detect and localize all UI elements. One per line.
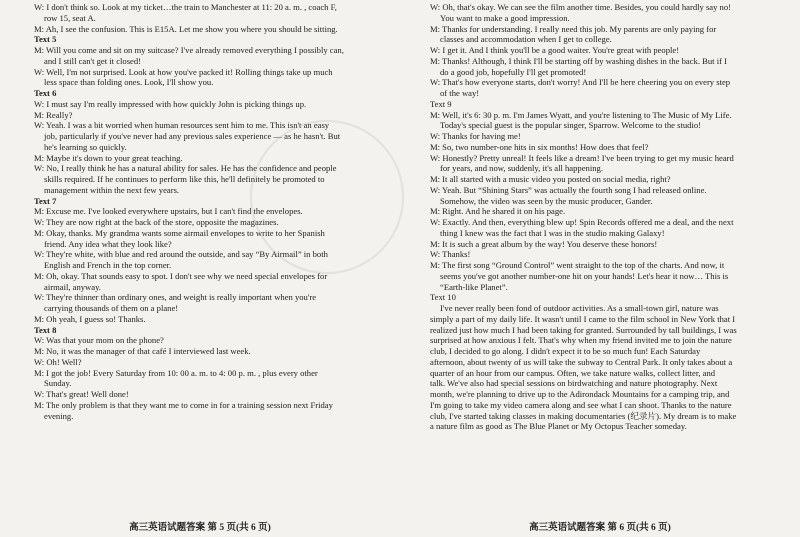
text-line: Text 9 — [430, 98, 452, 109]
text-line: M: Okay, thanks. My grandma wants some airmail envelopes to write to her Spanish — [34, 227, 325, 238]
text-line: W: That's great! Well done! — [34, 389, 129, 399]
text-line: M: Thanks! Although, I think I'll be starting off by washing dishes in the back. But if I — [430, 55, 727, 66]
text-line: Today's special guest is the popular singer, Sparrow. Welcome to the studio! — [440, 120, 702, 131]
text-line: M: Really? — [34, 109, 73, 120]
text-line: airmail, anyway. — [44, 281, 101, 292]
section-heading: Text 8 — [34, 324, 57, 335]
text-line: M: Ah, I see the confusion. This is E15A. Let me show you where you should be sitting. — [34, 23, 338, 34]
text-line: Somehow, the video was seen by the music producer, Gander. — [440, 195, 653, 206]
text-line: I'm going to take my video camera along and see what I can shoot. Thanks to the nature — [430, 399, 732, 410]
text-line: realized just how much I had been taking for granted. Surrounded by tall buildings, I was — [430, 324, 737, 335]
text-line: M: Well, it's 6: 30 p. m. I'm James Wyatt, and you're listening to The Music of My Life. — [430, 109, 732, 120]
text-line: club, I've started taking classes in making documentaries (纪录片). My dream is to make — [430, 410, 737, 421]
section-heading: Text 7 — [34, 195, 57, 206]
text-line: skills required. If he continues to perform like this, he'll definitely be promoted to — [44, 174, 325, 184]
left-page-body — [34, 2, 388, 421]
text-line: W: Yeah. I was a bit worried when human resources sent him to me. This isn't an easy — [34, 120, 330, 131]
text-line: W: Thanks for having me! — [430, 131, 521, 141]
text-line: W: That's how everyone starts, don't worry! And I'll be here cheering you on every step — [430, 77, 731, 88]
text-line: of the way! — [440, 88, 480, 98]
text-line: friend. Any idea what they look like? — [44, 238, 172, 249]
text-line: management within the next few years. — [44, 184, 180, 195]
text-line: W: Was that your mom on the phone? — [34, 335, 164, 346]
text-line: W: I must say I'm really impressed with how quickly John is picking things up. — [34, 98, 307, 109]
text-line: M: Thanks for understanding. I really need this job. My parents are only paying for — [430, 23, 717, 34]
text-line: W: Thanks! — [430, 249, 471, 260]
text-line: evening. — [44, 410, 74, 421]
text-line: M: Oh yeah, I guess so! Thanks. — [34, 313, 146, 324]
text-line: W: Oh, that's okay. We can see the film another time. Besides, you could hardly say no! — [430, 2, 732, 12]
text-line: talk. We've also had special sessions on birdwatching and nature photography. Next — [430, 378, 718, 389]
right-page — [400, 0, 800, 537]
text-line: “Earth-like Planet”. — [440, 281, 508, 292]
text-line: seems you've got another number-one hit on your hands! Let's hear it now… This is — [440, 270, 729, 281]
section-heading: Text 5 — [34, 34, 57, 45]
text-line: Text 10 — [430, 292, 456, 303]
text-line: W: They're white, with blue and red around the outside, and say “By Airmail” in both — [34, 249, 328, 260]
text-line: M: Maybe it's down to your great teaching. — [34, 152, 183, 163]
text-line: and I still can't get it closed! — [44, 55, 142, 66]
text-line: W: They are now right at the back of the store, opposite the magazines. — [34, 217, 279, 227]
text-line: M: Will you come and sit on my suitcase? I've already removed everything I possibly can, — [34, 45, 344, 55]
text-line: a nature film as good as The Blue Planet or My Octopus Teacher someday. — [430, 421, 687, 432]
text-line: W: They're thinner than ordinary ones, and weight is really important when you're — [34, 292, 317, 303]
text-line: W: I don't think so. Look at my ticket…the train to Manchester at 11: 20 a. m. , coach F, — [34, 2, 337, 12]
text-line: less space than folding ones. Look, I'll show you. — [44, 77, 214, 88]
right-page-body — [430, 2, 790, 432]
text-line: job, particularly if you've never had any previous sales experience — as he hasn't. But — [44, 131, 341, 141]
text-line: English and French in the top corner. — [44, 260, 172, 270]
text-line: W: Yeah. But “Shining Stars” was actually the fourth song I had released online. — [430, 184, 707, 195]
text-line: W: Exactly. And then, everything blew up! Spin Records offered me a deal, and the next — [430, 217, 734, 227]
text-line: M: No, it was the manager of that café I interviewed last week. — [34, 346, 251, 356]
text-line: surprised at how anxious I felt. That's why when my friend invited me to join the nature — [430, 335, 732, 346]
text-line: Sunday. — [44, 378, 72, 389]
text-line: do a good job, hopefully I'll get promoted! — [440, 66, 587, 77]
text-line: M: I got the job! Every Saturday from 10: 00 a. m. to 4: 00 p. m. , plus every other — [34, 367, 318, 378]
text-line: simply a part of my daily life. It wasn't until I came to the film school in New York that I — [430, 313, 736, 324]
text-line: I've never really been fond of outdoor activities. As a small-town girl, nature was — [440, 303, 719, 313]
text-line: classes and accommodation when I get to college. — [440, 34, 612, 45]
text-line: M: The first song “Ground Control” went straight to the top of the charts. And now, it — [430, 260, 725, 270]
text-line: You want to make a good impression. — [440, 12, 570, 23]
text-line: W: Honestly? Pretty unreal! It feels like a dream! I've been trying to get my music heard — [430, 152, 734, 163]
text-line: afternoon, about twenty of us will take the subway to Central Park. It only takes about a — [430, 356, 733, 367]
text-line: W: No, I really think he has a natural ability for sales. He has the confidence and people — [34, 163, 337, 174]
text-line: month, we're planning to drive up to the Adirondack Mountains for a camping trip, and — [430, 389, 730, 399]
text-line: W: I get it. And I think you'll be a good waiter. You're great with people! — [430, 45, 680, 55]
text-line: row 15, seat A. — [44, 12, 96, 23]
text-line: M: So, two number-one hits in six months! How does that feel? — [430, 141, 649, 152]
text-line: M: Oh, okay. That sounds easy to spot. I don't see why we need special envelopes for — [34, 270, 328, 281]
left-page-footer: 高三英语试题答案 第 5 页(共 6 页) — [129, 523, 271, 534]
text-line: M: It is such a great album by the way! You deserve these honors! — [430, 238, 658, 249]
section-heading: Text 6 — [34, 88, 57, 98]
right-page-footer: 高三英语试题答案 第 6 页(共 6 页) — [529, 523, 671, 534]
text-line: M: The only problem is that they want me to come in for a training session next Friday — [34, 399, 333, 410]
text-line: carrying thousands of them on a plane! — [44, 303, 179, 313]
text-line: thing I knew was the fact that I was in the studio making Galaxy! — [440, 227, 665, 238]
text-line: quarter of an hour from our campus. Often, we take nature walks, collect litter, and — [430, 367, 716, 378]
text-line: he's learning so quickly. — [44, 141, 127, 152]
text-line: club, I decided to go along. I didn't expect it to be so much fun! Each Saturday — [430, 346, 701, 356]
text-line: M: It all started with a music video you posted on social media, right? — [430, 174, 671, 184]
text-line: W: Well, I'm not surprised. Look at how you've packed it! Rolling things take up much — [34, 66, 333, 77]
text-line: M: Excuse me. I've looked everywhere upstairs, but I can't find the envelopes. — [34, 206, 303, 217]
text-line: W: Oh! Well? — [34, 356, 82, 367]
text-line: for years, and now, suddenly, it's all happening. — [440, 163, 603, 174]
text-line: M: Right. And he shared it on his page. — [430, 206, 566, 217]
